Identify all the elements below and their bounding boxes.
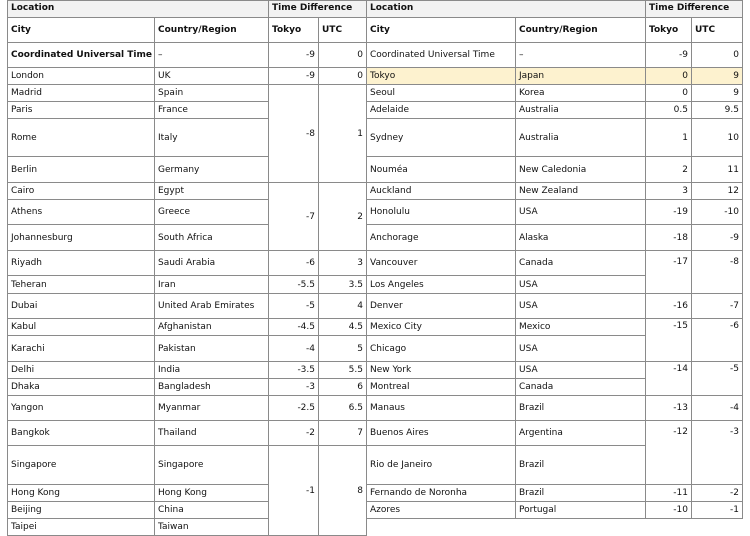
right-utc-diff: 11 — [692, 157, 743, 183]
right-tokyo-diff: -16 — [646, 294, 692, 319]
left-tokyo-diff: -4.5 — [269, 319, 319, 336]
right-city-cell: Azores — [367, 502, 516, 519]
header-utc-right: UTC — [692, 18, 743, 43]
left-utc-diff: 0 — [319, 68, 367, 85]
left-country-cell: UK — [155, 68, 269, 85]
right-utc-diff: 10 — [692, 119, 743, 157]
left-tokyo-diff: -9 — [269, 68, 319, 85]
left-country-cell: Bangladesh — [155, 379, 269, 396]
left-city-cell: Paris — [7, 102, 155, 119]
right-country-cell: Korea — [516, 85, 646, 102]
left-tokyo-diff: -5.5 — [269, 276, 319, 294]
right-country-cell-highlighted: Japan — [516, 68, 646, 85]
left-country-cell: Spain — [155, 85, 269, 102]
right-tokyo-diff: 0.5 — [646, 102, 692, 119]
right-utc-diff: -4 — [692, 396, 743, 421]
right-tokyo-diff: 1 — [646, 119, 692, 157]
right-city-cell: Chicago — [367, 336, 516, 362]
left-country-cell: Taiwan — [155, 519, 269, 536]
left-country-cell: India — [155, 362, 269, 379]
left-country-cell: Germany — [155, 157, 269, 183]
left-tokyo-diff: -9 — [269, 43, 319, 68]
header-city-right: City — [367, 18, 516, 43]
left-city-cell: Yangon — [7, 396, 155, 421]
left-utc-diff: 5 — [319, 336, 367, 362]
right-utc-diff: -1 — [692, 502, 743, 519]
left-city-cell: Taipei — [7, 519, 155, 536]
header-tokyo-right: Tokyo — [646, 18, 692, 43]
left-country-cell: Pakistan — [155, 336, 269, 362]
left-city-cell: Riyadh — [7, 251, 155, 276]
right-country-cell: Alaska — [516, 225, 646, 251]
right-city-cell: New York — [367, 362, 516, 379]
right-city-cell: Rio de Janeiro — [367, 446, 516, 485]
left-tokyo-diff: -5 — [269, 294, 319, 319]
right-city-cell-highlighted: Tokyo — [367, 68, 516, 85]
left-tokyo-diff: -6 — [269, 251, 319, 276]
left-country-cell: Afghanistan — [155, 319, 269, 336]
header-location-left: Location — [7, 0, 269, 18]
right-tokyo-diff: 2 — [646, 157, 692, 183]
right-country-cell: Canada — [516, 379, 646, 396]
right-tokyo-diff: -15 — [646, 319, 692, 362]
right-utc-diff: -7 — [692, 294, 743, 319]
right-city-cell: Buenos Aires — [367, 421, 516, 446]
left-utc-diff: 4 — [319, 294, 367, 319]
right-tokyo-diff: 0 — [646, 85, 692, 102]
left-city-cell: Madrid — [7, 85, 155, 102]
right-city-cell: Seoul — [367, 85, 516, 102]
left-tokyo-diff: -3.5 — [269, 362, 319, 379]
header-time-difference-left: Time Difference — [269, 0, 367, 18]
right-utc-diff: -8 — [692, 251, 743, 294]
left-tokyo-diff: -2.5 — [269, 396, 319, 421]
right-country-cell: USA — [516, 200, 646, 225]
right-country-cell: Portugal — [516, 502, 646, 519]
left-country-cell: Egypt — [155, 183, 269, 200]
right-tokyo-diff: -14 — [646, 362, 692, 396]
right-tokyo-diff: -12 — [646, 421, 692, 485]
left-utc-diff: 0 — [319, 43, 367, 68]
right-country-cell: Canada — [516, 251, 646, 276]
right-city-cell: Auckland — [367, 183, 516, 200]
right-tokyo-diff: -9 — [646, 43, 692, 68]
right-country-cell: USA — [516, 362, 646, 379]
left-country-cell: Singapore — [155, 446, 269, 485]
right-country-cell: Australia — [516, 102, 646, 119]
right-country-cell: Australia — [516, 119, 646, 157]
left-utc-diff: 1 — [319, 85, 367, 183]
left-tokyo-diff: -7 — [269, 183, 319, 251]
left-country-cell: South Africa — [155, 225, 269, 251]
right-country-cell: – — [516, 43, 646, 68]
right-city-cell: Coordinated Universal Time — [367, 43, 516, 68]
right-country-cell: Brazil — [516, 396, 646, 421]
left-tokyo-diff: -8 — [269, 85, 319, 183]
right-utc-diff: -3 — [692, 421, 743, 485]
right-country-cell: USA — [516, 276, 646, 294]
left-city-cell: Dhaka — [7, 379, 155, 396]
right-city-cell: Mexico City — [367, 319, 516, 336]
right-utc-diff: -2 — [692, 485, 743, 502]
right-tokyo-diff: -13 — [646, 396, 692, 421]
left-country-cell: France — [155, 102, 269, 119]
left-utc-diff: 6 — [319, 379, 367, 396]
right-city-cell: Sydney — [367, 119, 516, 157]
left-city-cell: Berlin — [7, 157, 155, 183]
right-country-cell: Brazil — [516, 446, 646, 485]
right-city-cell: Anchorage — [367, 225, 516, 251]
left-country-cell: China — [155, 502, 269, 519]
right-tokyo-diff: -10 — [646, 502, 692, 519]
left-utc-diff: 5.5 — [319, 362, 367, 379]
left-city-cell: Dubai — [7, 294, 155, 319]
right-utc-diff: 0 — [692, 43, 743, 68]
right-country-cell: New Caledonia — [516, 157, 646, 183]
right-utc-diff: -5 — [692, 362, 743, 396]
right-tokyo-diff-highlighted: 0 — [646, 68, 692, 85]
left-tokyo-diff: -4 — [269, 336, 319, 362]
left-city-cell: London — [7, 68, 155, 85]
right-tokyo-diff: -11 — [646, 485, 692, 502]
left-utc-diff: 6.5 — [319, 396, 367, 421]
left-utc-diff: 3 — [319, 251, 367, 276]
left-city-cell: Beijing — [7, 502, 155, 519]
right-tokyo-diff: 3 — [646, 183, 692, 200]
right-city-cell: Fernando de Noronha — [367, 485, 516, 502]
left-city-cell: Kabul — [7, 319, 155, 336]
header-time-difference-right: Time Difference — [646, 0, 743, 18]
header-country-left: Country/Region — [155, 18, 269, 43]
left-city-cell: Delhi — [7, 362, 155, 379]
left-utc-diff: 2 — [319, 183, 367, 251]
header-tokyo-left: Tokyo — [269, 18, 319, 43]
right-country-cell: Brazil — [516, 485, 646, 502]
left-country-cell: Italy — [155, 119, 269, 157]
right-city-cell: Montreal — [367, 379, 516, 396]
left-country-cell: Thailand — [155, 421, 269, 446]
right-country-cell: USA — [516, 294, 646, 319]
right-city-cell: Denver — [367, 294, 516, 319]
header-location-right: Location — [367, 0, 646, 18]
left-city-cell: Bangkok — [7, 421, 155, 446]
right-utc-diff: 12 — [692, 183, 743, 200]
left-utc-diff: 3.5 — [319, 276, 367, 294]
left-country-cell: Saudi Arabia — [155, 251, 269, 276]
left-city-cell: Teheran — [7, 276, 155, 294]
right-tokyo-diff: -18 — [646, 225, 692, 251]
left-utc-diff: 7 — [319, 421, 367, 446]
right-country-cell: Mexico — [516, 319, 646, 336]
left-city-cell: Athens — [7, 200, 155, 225]
left-city-cell: Singapore — [7, 446, 155, 485]
right-utc-diff: -9 — [692, 225, 743, 251]
left-country-cell: United Arab Emirates — [155, 294, 269, 319]
right-city-cell: Nouméa — [367, 157, 516, 183]
left-tokyo-diff: -3 — [269, 379, 319, 396]
left-city-cell: Rome — [7, 119, 155, 157]
left-tokyo-diff: -2 — [269, 421, 319, 446]
left-city-cell: Hong Kong — [7, 485, 155, 502]
header-city-left: City — [7, 18, 155, 43]
right-country-cell: New Zealand — [516, 183, 646, 200]
right-tokyo-diff: -17 — [646, 251, 692, 294]
left-utc-diff: 8 — [319, 446, 367, 536]
right-tokyo-diff: -19 — [646, 200, 692, 225]
right-city-cell: Manaus — [367, 396, 516, 421]
right-city-cell: Adelaide — [367, 102, 516, 119]
left-country-cell: Iran — [155, 276, 269, 294]
left-city-cell: Karachi — [7, 336, 155, 362]
right-utc-diff: -6 — [692, 319, 743, 362]
left-city-cell: Cairo — [7, 183, 155, 200]
right-city-cell: Honolulu — [367, 200, 516, 225]
left-country-cell: Myanmar — [155, 396, 269, 421]
header-country-right: Country/Region — [516, 18, 646, 43]
header-utc-left: UTC — [319, 18, 367, 43]
right-country-cell: Argentina — [516, 421, 646, 446]
left-country-cell: Hong Kong — [155, 485, 269, 502]
left-city-cell: Coordinated Universal Time — [7, 43, 155, 68]
left-city-cell: Johannesburg — [7, 225, 155, 251]
right-utc-diff: 9 — [692, 85, 743, 102]
right-utc-diff: 9.5 — [692, 102, 743, 119]
left-country-cell: – — [155, 43, 269, 68]
right-country-cell: USA — [516, 336, 646, 362]
right-city-cell: Los Angeles — [367, 276, 516, 294]
right-utc-diff: -10 — [692, 200, 743, 225]
left-tokyo-diff: -1 — [269, 446, 319, 536]
right-city-cell: Vancouver — [367, 251, 516, 276]
right-utc-diff-highlighted: 9 — [692, 68, 743, 85]
left-country-cell: Greece — [155, 200, 269, 225]
left-utc-diff: 4.5 — [319, 319, 367, 336]
